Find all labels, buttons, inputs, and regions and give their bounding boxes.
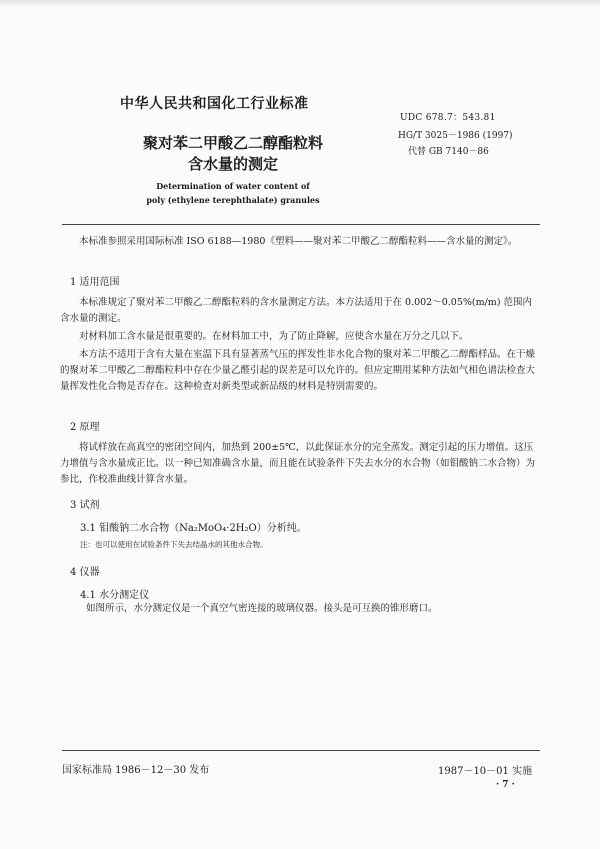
- section-3-1: 3.1 钼酸钠二水合物（Na₂MoO₄·2H₂O）分析纯。: [80, 523, 307, 534]
- scan-top-edge: [0, 0, 600, 7]
- replaces-standard: 代替 GB 7140－86: [408, 147, 489, 157]
- section-4-paragraph-1: 如图所示，水分测定仪是一个真空气密连接的玻璃仪器。接头是可互换的锥形磨口。: [86, 603, 438, 614]
- section-2-paragraph-1: 将试样放在高真空的密闭空间内，加热到 200±5℃，以此保证水分的完全蒸发。测定引起的压力增值。这压力增值与含水量成正比。以一种已知准确含水量，而且能在试验条件下失去水分的水合物（如钼酸钠二水合物）为参比，作校准曲线计算含水量。: [60, 442, 536, 485]
- english-title-line-1: Determination of water content of: [156, 181, 310, 191]
- section-1-paragraph-1: 本标准规定了聚对苯二甲酸乙二醇酯粒料的含水量测定方法。本方法适用于在 0.002～0.05%(m/m) 范围内含水量的测定。: [60, 297, 533, 324]
- page-number: · 7 ·: [496, 780, 515, 790]
- section-1-paragraph-2: 对材料加工含水量是很重要的。在材料加工中，为了防止降解，应使含水量在万分之几以下。: [79, 331, 469, 342]
- english-title-line-2: poly (ethylene terephthalate) granules: [146, 195, 320, 205]
- standard-number: HG/T 3025－1986 (1997): [398, 131, 513, 141]
- section-3-heading: 3 试剂: [70, 500, 100, 511]
- footer-divider: [62, 750, 540, 751]
- issuing-organization: 中华人民共和国化工行业标准: [120, 96, 309, 112]
- section-4-1: 4.1 水分测定仪: [80, 590, 150, 601]
- intro-paragraph: 本标准参照采用国际标准 ISO 6188—1980《塑料——聚对苯二甲酸乙二醇酯粒料——含水量的测定》。: [79, 236, 518, 247]
- section-3-note: 注：也可以使用在试验条件下失去结晶水的其他水合物。: [80, 540, 268, 549]
- section-1-paragraph-3: 本方法不适用于含有大量在室温下具有显著蒸气压的挥发性非水化合物的聚对苯二甲酸乙二醇酯样品。在干燥的聚对苯二甲酸乙二醇酯粒料中存在少量乙醛引起的误差是可以允许的。但应定期用某种方法如气相色谱法检查大量挥发性化合物是否存在。这种检查对新类型或新品级的材料是特别需要的。: [60, 349, 536, 392]
- section-2-heading: 2 原理: [70, 422, 100, 433]
- udc-code: UDC 678.7：543.81: [400, 113, 496, 123]
- title-line-2: 含水量的测定: [187, 155, 278, 173]
- issue-date: 国家标准局 1986－12－30 发布: [62, 765, 210, 776]
- section-4-heading: 4 仪器: [70, 567, 100, 578]
- header-divider: [62, 224, 540, 225]
- section-1-heading: 1 适用范围: [70, 277, 120, 288]
- implementation-date: 1987－10－01 实施: [438, 766, 533, 777]
- title-line-1: 聚对苯二甲酸乙二醇酯粒料: [142, 134, 323, 152]
